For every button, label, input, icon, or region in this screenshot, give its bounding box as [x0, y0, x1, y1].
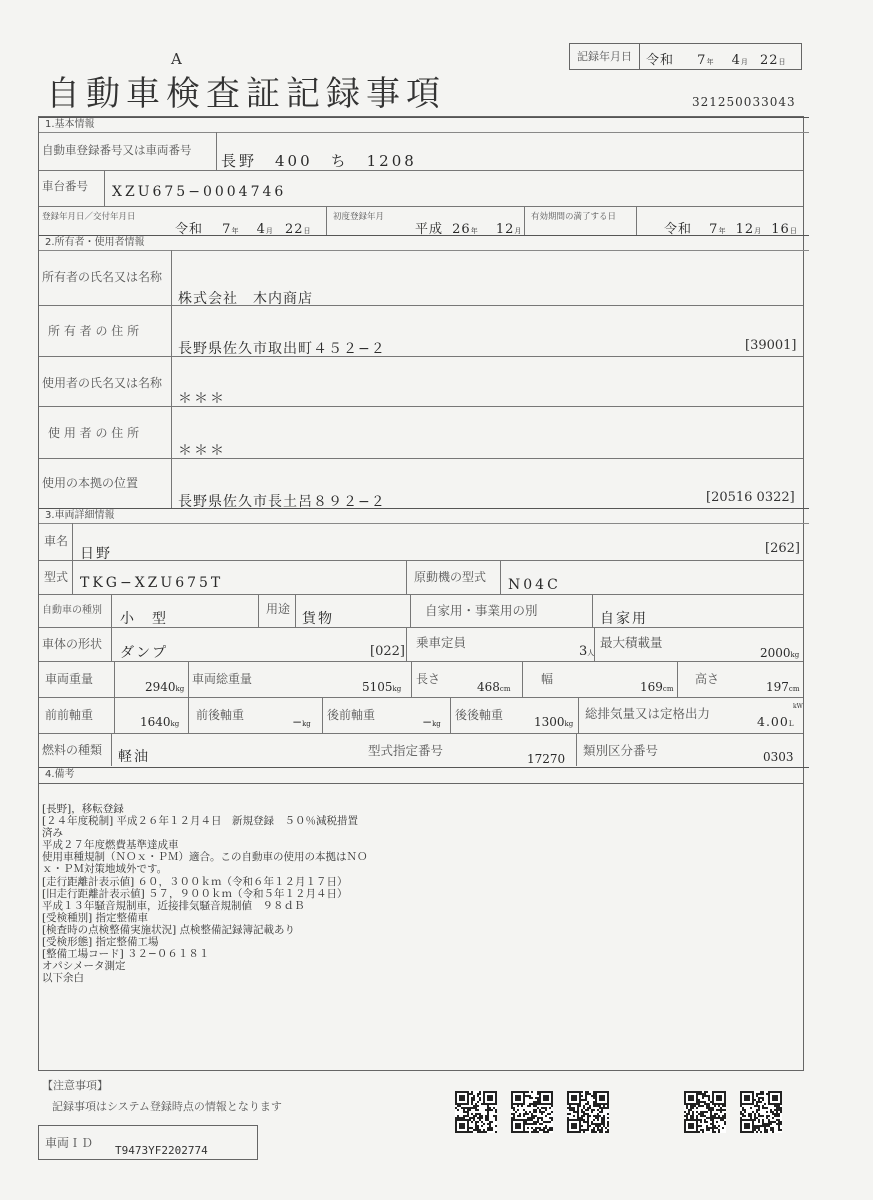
remark-line: [検査時の点検整備実施状況] 点検整備記録簿記載あり [42, 923, 296, 936]
capacity-label: 乗車定員 [416, 635, 467, 650]
rr-axle-label: 後後軸重 [455, 708, 504, 722]
first-reg-label: 初度登録年月 [333, 212, 385, 222]
body-shape-value: ダンプ [120, 645, 169, 661]
qr-code-5 [740, 1091, 782, 1133]
user-name-value: ＊＊＊ [178, 391, 226, 407]
document-number: 321250033043 [692, 95, 796, 109]
section-notes-header: 4.備考 [39, 767, 809, 782]
qr-code-3 [567, 1091, 609, 1133]
remark-line: ｘ・ＰＭ対策地域外です。 [42, 863, 168, 876]
remark-line: 平成２７年度燃費基準達成車 [42, 839, 179, 852]
fr-axle-label: 前後軸重 [196, 708, 245, 722]
remarks-text [42, 803, 798, 984]
remark-line: [２４年度税制] 平成２６年１２月４日 新規登録 ５０％減税措置 [42, 815, 359, 828]
model-value: TKG−XZU675T [80, 575, 224, 591]
remark-line: 平成１３年騒音規制車，近接排気騒音規制値 ９８ｄＢ [42, 899, 305, 912]
document-title: 自動車検査証記録事項 [46, 74, 446, 114]
height-value: 197cm [766, 680, 800, 694]
use-label: 用途 [266, 602, 291, 616]
remark-line: 済み [42, 827, 63, 840]
type-approval-value: 17270 [527, 752, 566, 766]
owner-name-label: 所有者の氏名又は名称 [42, 270, 163, 284]
weight-value: 2940kg [145, 680, 185, 694]
vehicle-name-code: [262] [765, 541, 800, 556]
remark-line: オパシメータ測定 [42, 960, 126, 973]
vehicle-type-value: 小 型 [120, 611, 168, 627]
base-location-label: 使用の本拠の位置 [42, 476, 139, 490]
weight-label: 車両重量 [45, 672, 94, 686]
base-location-code: [20516 0322] [706, 490, 795, 505]
record-date: 令和 7年 4月 22日 [646, 53, 787, 68]
rf-axle-value: −kg [422, 715, 441, 729]
record-date-box [569, 43, 802, 70]
section-basic-header: 1.基本情報 [39, 117, 809, 133]
remark-line: [整備工場コード] ３２−０６１８１ [42, 948, 210, 961]
body-shape-code: [022] [370, 644, 405, 659]
rf-axle-label: 後前軸重 [327, 708, 376, 722]
user-name-label: 使用者の氏名又は名称 [42, 376, 163, 390]
section-owner-header: 2.所有者・使用者情報 [39, 235, 809, 251]
private-value: 自家用 [600, 611, 648, 627]
remark-line: [走行距離計表示値] ６０，３００ｋｍ（令和６年１２月１７日） [42, 875, 348, 888]
owner-address-code: [39001] [745, 338, 797, 353]
vehicle-type-label: 自動車の種別 [42, 605, 102, 616]
ff-axle-label: 前前軸重 [45, 708, 94, 722]
remark-line: 以下余白 [42, 972, 84, 985]
fuel-label: 燃料の種類 [42, 743, 103, 757]
qr-code-1 [455, 1091, 497, 1133]
chassis-value: XZU675−0004746 [112, 184, 287, 200]
owner-name-value: 株式会社 木内商店 [178, 291, 313, 307]
gross-weight-label: 車両総重量 [192, 672, 253, 686]
max-load-value: 2000kg [760, 646, 800, 660]
length-value: 468cm [477, 680, 511, 694]
owner-address-value: 長野県佐久市取出町４５２−２ [178, 341, 386, 357]
record-date-label: 記録年月日 [570, 44, 640, 69]
remark-line: [長野]，移転登録 [42, 803, 124, 815]
vehicle-id-box [38, 1125, 258, 1160]
remark-line: [受検形態] 指定整備工場 [42, 936, 159, 949]
vehicle-name-label: 車名 [44, 534, 69, 548]
reg-date-label: 登録年月日／交付年月日 [42, 212, 136, 222]
vehicle-id-label: 車両ＩＤ [45, 1136, 94, 1150]
vehicle-id-value: T9473YF2202774 [115, 1144, 208, 1157]
vehicle-name-value: 日野 [80, 546, 112, 562]
displacement-label: 総排気量又は定格出力 [585, 706, 711, 721]
remark-line: 使用車種規制（ＮＯｘ・ＰＭ）適合。この自動車の使用の本拠はＮＯ [42, 851, 368, 864]
chassis-label: 車台番号 [42, 179, 88, 193]
base-location-value: 長野県佐久市長土呂８９２−２ [178, 494, 386, 510]
displacement-value: 4.00L [757, 714, 795, 729]
private-label: 自家用・事業用の別 [425, 603, 538, 618]
height-label: 高さ [695, 672, 720, 686]
ff-axle-value: 1640kg [140, 715, 180, 729]
kw-unit: kW [793, 703, 803, 710]
engine-label: 原動機の型式 [414, 570, 487, 584]
width-value: 169cm [640, 680, 674, 694]
qr-code-4 [684, 1091, 726, 1133]
first-reg-value: 平成 26年 12月 [415, 222, 523, 237]
engine-value: N04C [508, 577, 561, 593]
remark-line: [旧走行距離計表示値] ５７，９００ｋｍ（令和５年１２月４日） [42, 887, 348, 900]
category-label: 類別区分番号 [583, 743, 659, 758]
max-load-label: 最大積載量 [600, 635, 663, 650]
remark-line: [受検種別] 指定整備車 [42, 911, 149, 924]
owner-address-label: 所 有 者 の 住 所 [48, 324, 140, 338]
gross-weight-value: 5105kg [362, 680, 402, 694]
capacity-value: 3人 [579, 644, 595, 659]
use-value: 貨物 [302, 611, 334, 627]
width-label: 幅 [541, 672, 554, 686]
user-address-value: ＊＊＊ [178, 443, 226, 459]
fuel-value: 軽油 [118, 749, 150, 765]
rr-axle-value: 1300kg [534, 715, 574, 729]
fr-axle-value: −kg [292, 715, 311, 729]
reg-no-value: 長野 400 ち 1208 [221, 152, 417, 170]
reg-no-label: 自動車登録番号又は車両番号 [42, 143, 192, 157]
type-approval-label: 型式指定番号 [368, 743, 444, 758]
qr-code-2 [511, 1091, 553, 1133]
form-mark: A [171, 50, 182, 68]
reg-date-value: 令和 7年 4月 22日 [175, 222, 312, 237]
expiry-label: 有効期間の満了する日 [531, 212, 617, 222]
expiry-value: 令和 7年 12月 16日 [664, 222, 798, 237]
notice-title: 【注意事項】 [42, 1079, 108, 1092]
body-shape-label: 車体の形状 [42, 637, 103, 651]
category-value: 0303 [763, 750, 794, 764]
length-label: 長さ [416, 672, 441, 686]
model-label: 型式 [44, 570, 69, 584]
notice-text: 記録事項はシステム登録時点の情報となります [52, 1100, 282, 1113]
section-vehicle-header: 3.車両詳細情報 [39, 508, 809, 524]
user-address-label: 使 用 者 の 住 所 [48, 426, 140, 440]
